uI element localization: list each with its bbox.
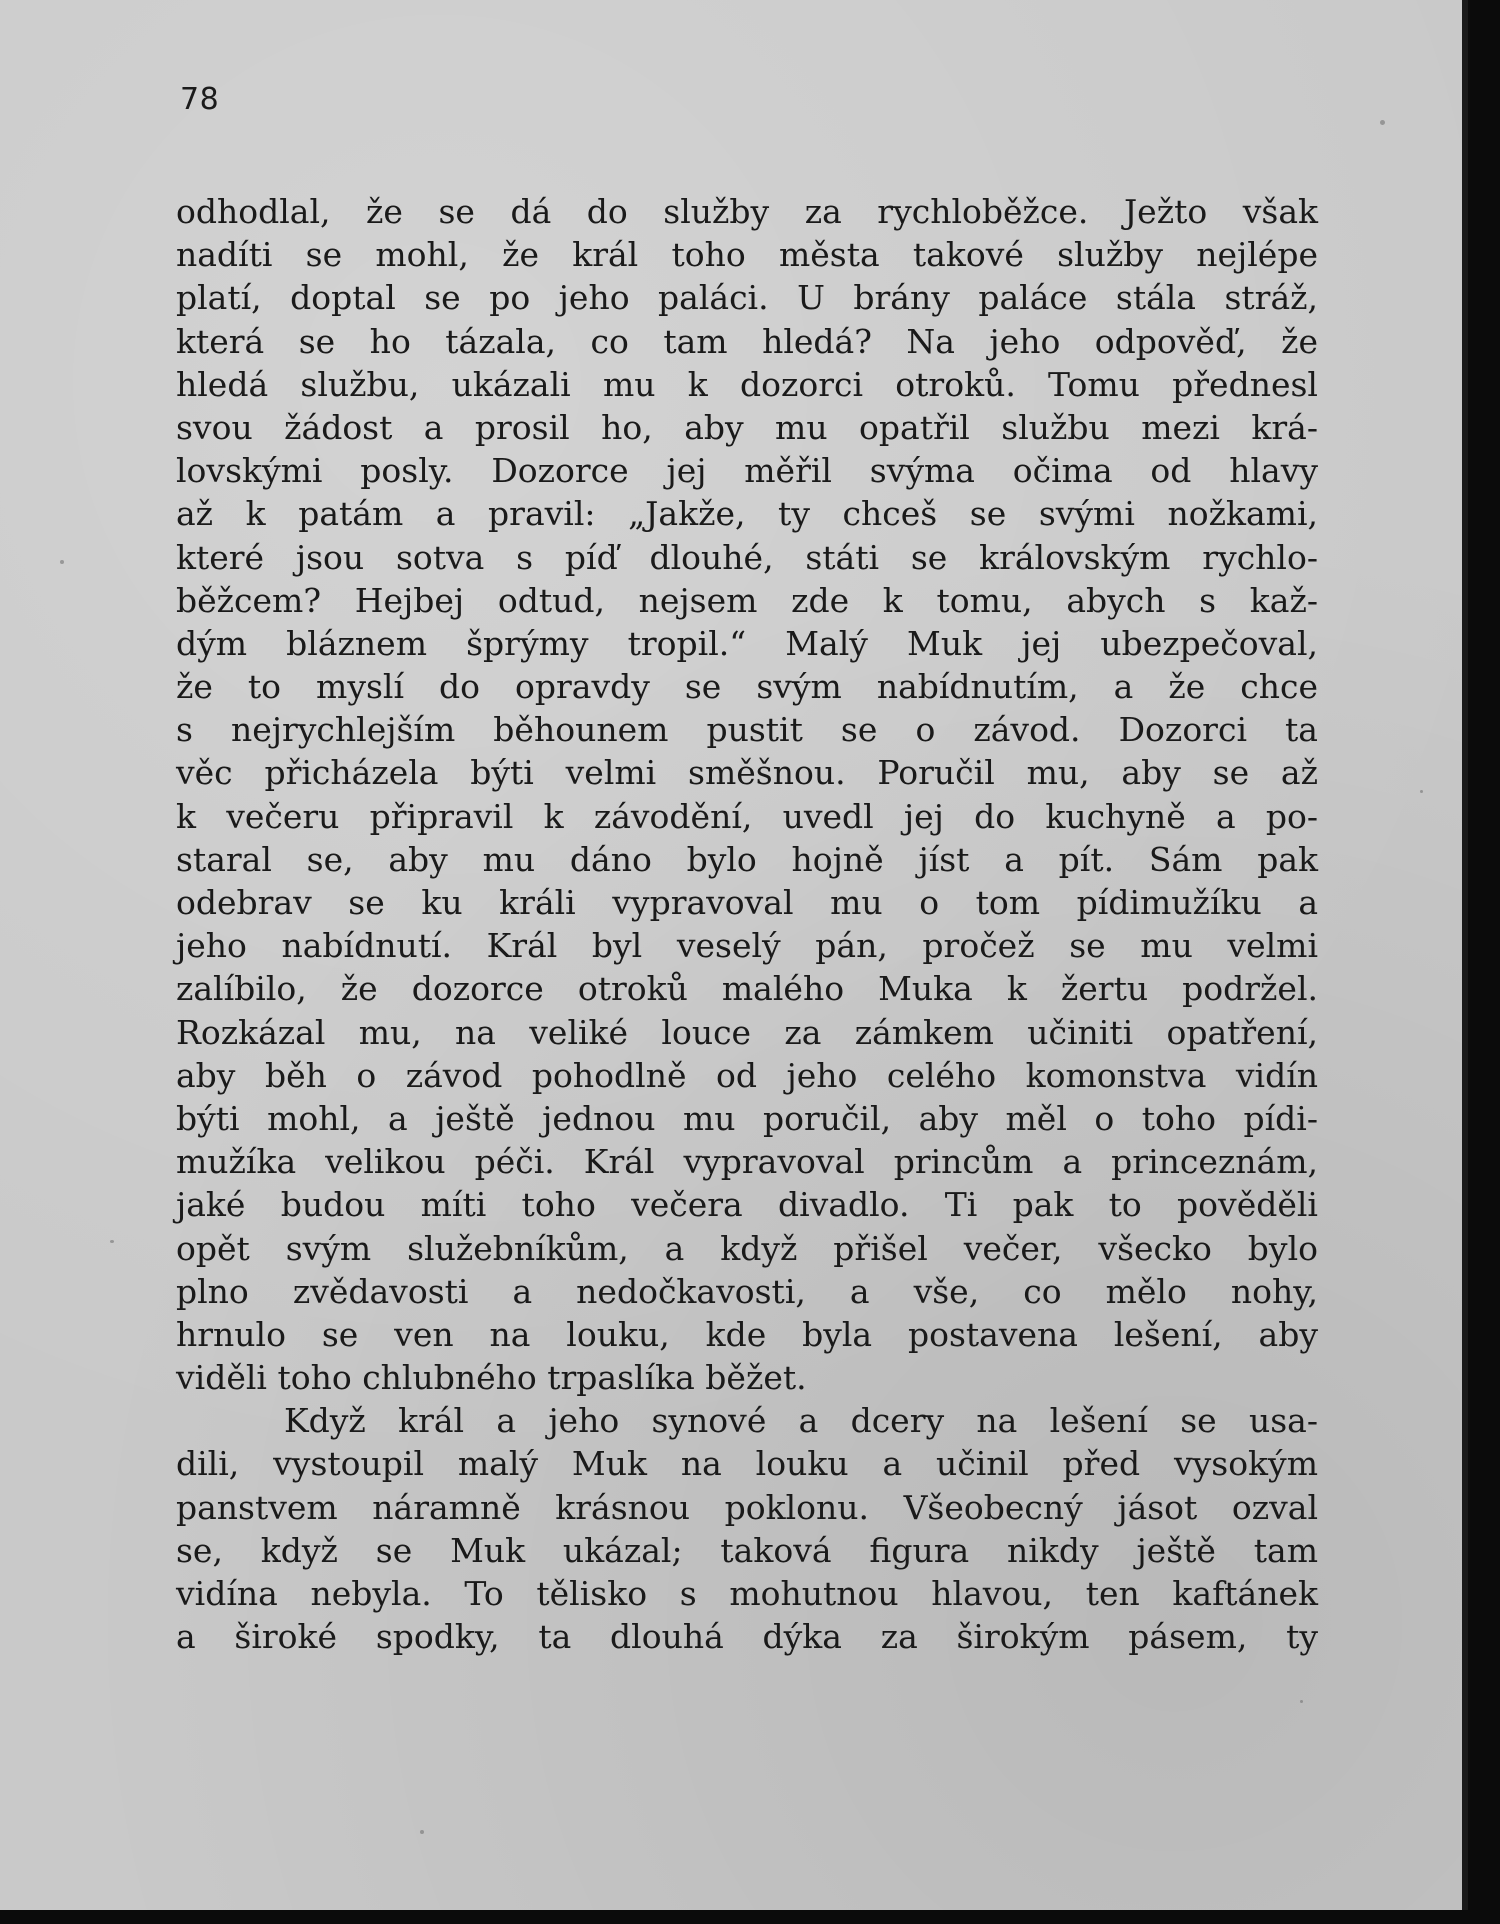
text-line: opět svým služebníkům, a když přišel večer, všecko bylo [176,1228,1318,1268]
text-line: lovskými posly. Dozorce jej měřil svýma očima od hlavy [176,451,1318,491]
scan-speck [1380,120,1385,125]
text-line: hrnulo se ven na louku, kde byla postavena lešení, aby [176,1314,1318,1354]
scan-border-right [1468,0,1500,1924]
text-line: odhodlal, že se dá do služby za rychloběžce. Ježto však [176,192,1318,231]
text-line: a široké spodky, ta dlouhá dýka za širokým pásem, ty [176,1617,1318,1657]
scan-speck [110,1240,114,1243]
text-line: jeho nabídnutí. Král byl veselý pán, pročež se mu velmi [176,926,1318,966]
text-line: Když král a jeho synové a dcery na lešení se usa- [284,1401,1318,1441]
text-line: věc přicházela býti velmi směšnou. Poručil mu, aby se až [176,753,1318,793]
body-text [176,190,1318,1658]
text-line: se, když se Muk ukázal; taková figura nikdy ještě tam [176,1530,1318,1570]
text-line: zalíbilo, že dozorce otroků malého Muka k žertu podržel. [176,969,1318,1009]
text-line: jaké budou míti toho večera divadlo. Ti pak to pověděli [176,1185,1318,1225]
scan-border-bottom [0,1910,1500,1924]
text-line: platí, doptal se po jeho paláci. U brány paláce stála stráž, [176,278,1318,318]
text-line: nadíti se mohl, že král toho města takové služby nejlépe [176,235,1318,275]
text-line: býti mohl, a ještě jednou mu poručil, aby měl o toho pídi- [176,1098,1318,1138]
text-line: které jsou sotva s píď dlouhé, státi se královským rychlo- [176,537,1318,577]
text-line: hledá službu, ukázali mu k dozorci otroků. Tomu přednesl [176,364,1318,404]
text-line: až k patám a pravil: „Jakže, ty chceš se svými nožkami, [176,494,1318,534]
text-line: svou žádost a prosil ho, aby mu opatřil službu mezi krá- [176,407,1318,447]
text-line: běžcem? Hejbej odtud, nejsem zde k tomu, abych s kaž- [176,580,1318,620]
text-line: s nejrychlejším běhounem pustit se o závod. Dozorci ta [176,710,1318,750]
text-line: dili, vystoupil malý Muk na louku a učinil před vysokým [176,1444,1318,1484]
scan-speck [420,1830,424,1834]
text-line: viděli toho chlubného trpaslíka běžet. [176,1358,807,1398]
page-number: 78 [180,82,220,117]
text-line: aby běh o závod pohodlně od jeho celého komonstva vidín [176,1055,1318,1095]
scan-speck [1420,790,1423,793]
scan-speck [1300,1700,1303,1703]
text-line: dým bláznem šprýmy tropil.“ Malý Muk jej ubezpečoval, [176,623,1318,663]
text-line: panstvem náramně krásnou poklonu. Všeobecný jásot ozval [176,1487,1318,1527]
text-line: odebrav se ku králi vypravoval mu o tom pídimužíku a [176,883,1318,922]
text-line: Rozkázal mu, na veliké louce za zámkem učiniti opatření, [176,1012,1318,1052]
text-line: že to myslí do opravdy se svým nabídnutím, a že chce [176,667,1318,707]
scan-speck [60,560,64,564]
text-line: vidína nebyla. To tělisko s mohutnou hlavou, ten kaftánek [176,1574,1318,1613]
text-line: mužíka velikou péči. Král vypravoval princům a princeznám, [176,1142,1318,1182]
text-line: k večeru připravil k závodění, uvedl jej do kuchyně a po- [176,796,1318,836]
text-line: plno zvědavosti a nedočkavosti, a vše, co mělo nohy, [176,1271,1318,1311]
text-line: která se ho tázala, co tam hledá? Na jeho odpověď, že [176,321,1318,361]
text-line: staral se, aby mu dáno bylo hojně jíst a pít. Sám pak [176,839,1318,879]
